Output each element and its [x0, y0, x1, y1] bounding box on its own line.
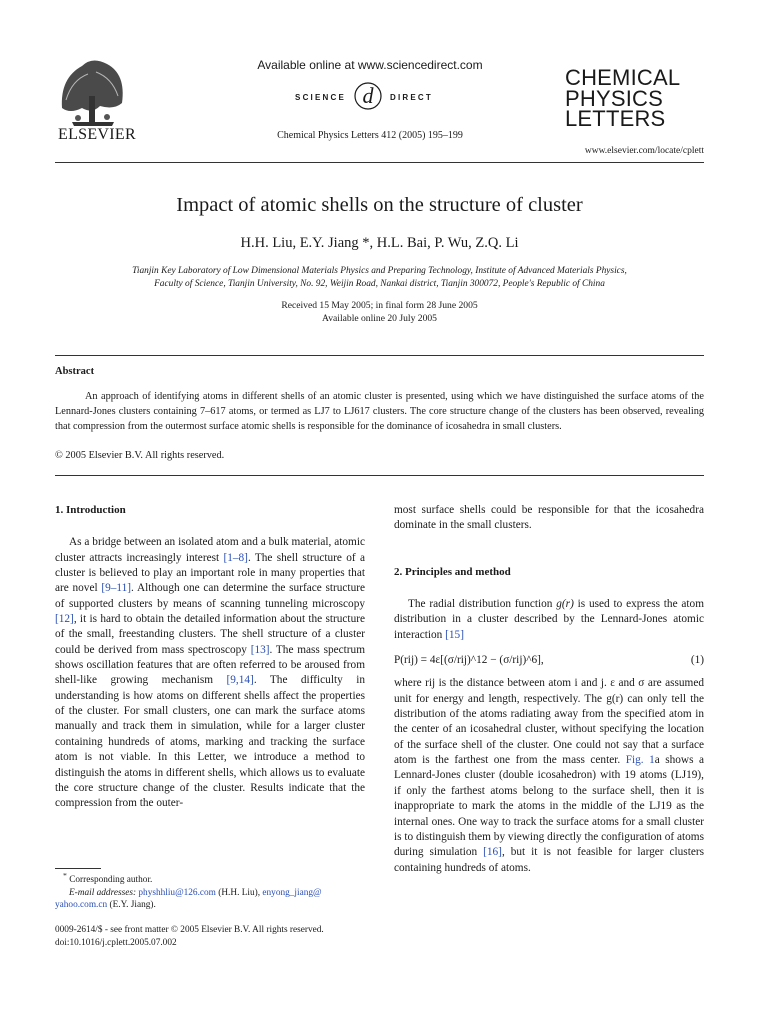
left-column	[55, 503, 365, 812]
email-label: E-mail addresses:	[69, 887, 137, 898]
journal-mark-line: LETTERS	[565, 106, 666, 131]
footnote-rule	[55, 868, 101, 869]
abstract-bottom-rule	[55, 475, 704, 476]
article-title: Impact of atomic shells on the structure of cluster	[176, 194, 583, 216]
corresponding-author-note: Corresponding author.	[69, 875, 153, 886]
citation-link[interactable]: [16]	[483, 846, 502, 859]
doi[interactable]: doi:10.1016/j.cplett.2005.07.002	[55, 937, 177, 948]
affiliation	[55, 265, 704, 291]
abstract-top-rule	[55, 355, 704, 356]
equation-number: (1)	[690, 654, 704, 667]
citation-link[interactable]: [1–8]	[223, 551, 248, 564]
publisher-name: ELSEVIER	[58, 126, 136, 143]
journal-mark-line: PHYSICS	[565, 85, 663, 111]
email-link[interactable]: enyong_jiang@	[262, 887, 322, 898]
citation-link[interactable]: [15]	[445, 628, 464, 641]
header-rule	[55, 162, 704, 163]
received-date: Received 15 May 2005; in final form 28 June 2005	[281, 300, 478, 311]
footnote-marker: *	[63, 871, 67, 880]
equation-1	[394, 653, 704, 668]
journal-url[interactable]: www.elsevier.com/locate/cplett	[584, 146, 704, 156]
sciencedirect-logo	[250, 78, 490, 112]
section-heading-principles-method: 2. Principles and method	[394, 565, 511, 578]
footnotes: * Corresponding author. E-mail addresses: physhhliu@126.com (H.H. Liu), enyong_jiang@ yahoo.com.cn (E.Y. Jiang).	[55, 871, 322, 911]
citation-link[interactable]: [12]	[55, 613, 74, 626]
journal-mark	[565, 65, 715, 131]
citation-link[interactable]: [9–11]	[101, 582, 132, 595]
method-paragraph: where rij is the distance between atom i and j. ε and σ are assumed unit for energy and length, respectively. The g(r) can only tell the distribution of the atoms radiating away from the specified atom in the center of an icosahedral cluster, without specifying the location of the surface shell of the cluster. One could not say that a surface atom is the farthest one from the mass center. Fig. 1a shows a Lennard-Jones cluster (double icosahedron) with 19 atoms (LJ19), if only the farthest atoms belong to the surface shell, then it is inappropriate to mark the atoms in the middle of the LJ19 as the internal ones. One way to track the surface atoms for a small cluster is to distinguish them by viewing directly the configuration of atoms during simulation [16], but it is not feasible for larger clusters containing hundreds of atoms.	[394, 677, 705, 874]
svg-text:d: d	[362, 83, 374, 108]
affiliation-line: Tianjin Key Laboratory of Low Dimensional Materials Physics and Preparing Technology, Institute of Advanced Materials Physics,	[132, 266, 627, 276]
citation-link[interactable]: [13]	[250, 643, 270, 656]
sd-logo-right-text: DIRECT	[390, 93, 433, 102]
intro-paragraph: As a bridge between an isolated atom and a bulk material, atomic cluster attracts increasingly interest [1–8]. The shell structure of a cluster is believed to play an important role in many properties that are novel [9–11]. Although one can determine the surface structure of supported clusters by means of scanning tunneling microscopy [12], it is hard to obtain the detailed information about the structure of the small, freestanding clusters. The shell structure of a cluster could be derived from mass spectroscopy [13]. The mass spectrum shows oscillation features that are often referred to be aroused from shell-like growing mechanism [9,14]. The difficulty in understanding is how atoms on different shells affect the properties of the cluster. For small clusters, one can mark the surface atoms manually and track them in simulation, while for a larger cluster containing hundreds of atoms, marking and tracking the surface atom is not viable. In this Letter, we introduce a method to distinguish the atoms in different shells, which allows us to evaluate the core structure change of the cluster. Results indicate that the compression from the outer-	[55, 536, 365, 810]
abstract-heading: Abstract	[55, 366, 95, 377]
journal-mark-line: CHEMICAL	[565, 65, 681, 90]
copyright-notice: © 2005 Elsevier B.V. All rights reserved.	[55, 450, 225, 461]
journal-issue: Chemical Physics Letters 412 (2005) 195–199	[277, 130, 463, 141]
abstract-body: An approach of identifying atoms in different shells of an atomic cluster is presented, using which we have distinguished the surface atoms of the Lennard-Jones clusters containing 7–617 atoms, or termed as LJ7 to LJ617 clusters. The core structure change of the clusters has been observed, revealing that compression from the outermost surface atomic shells is responsible for the dominance of icosahedra in small clusters.	[55, 391, 704, 432]
equation-body: P(rij) = 4ε[(σ/rij)^12 − (σ/rij)^6],	[394, 654, 544, 667]
figure-link[interactable]: Fig. 1	[625, 754, 655, 767]
front-matter	[55, 924, 385, 949]
available-online-date: Available online 20 July 2005	[322, 313, 437, 324]
sd-logo-left-text: SCIENCE	[295, 93, 346, 102]
intro-paragraph-continued: most surface shells could be responsible for that the icosahedra dominate in the small clusters.	[394, 504, 704, 532]
affiliation-line: Faculty of Science, Tianjin University, No. 92, Weijin Road, Nankai district, Tianjin 300072, People's Republic of China	[154, 279, 605, 289]
method-paragraph: The radial distribution function g(r) is used to express the atom distribution in a cluster described by the Lennard-Jones atomic interaction [15]	[394, 598, 704, 641]
section-heading-introduction: 1. Introduction	[55, 504, 126, 516]
citation-link[interactable]: [9,14]	[226, 674, 254, 687]
author-list: H.H. Liu, E.Y. Jiang *, H.L. Bai, P. Wu, Z.Q. Li	[240, 235, 519, 251]
available-online-notice: Available online at www.sciencedirect.com	[257, 58, 483, 72]
right-column	[394, 503, 704, 876]
front-matter-line: 0009-2614/$ - see front matter © 2005 Elsevier B.V. All rights reserved.	[55, 925, 324, 935]
email-link[interactable]: physhhliu@126.com	[138, 887, 216, 898]
email-link-continued[interactable]: yahoo.com.cn	[55, 900, 108, 911]
